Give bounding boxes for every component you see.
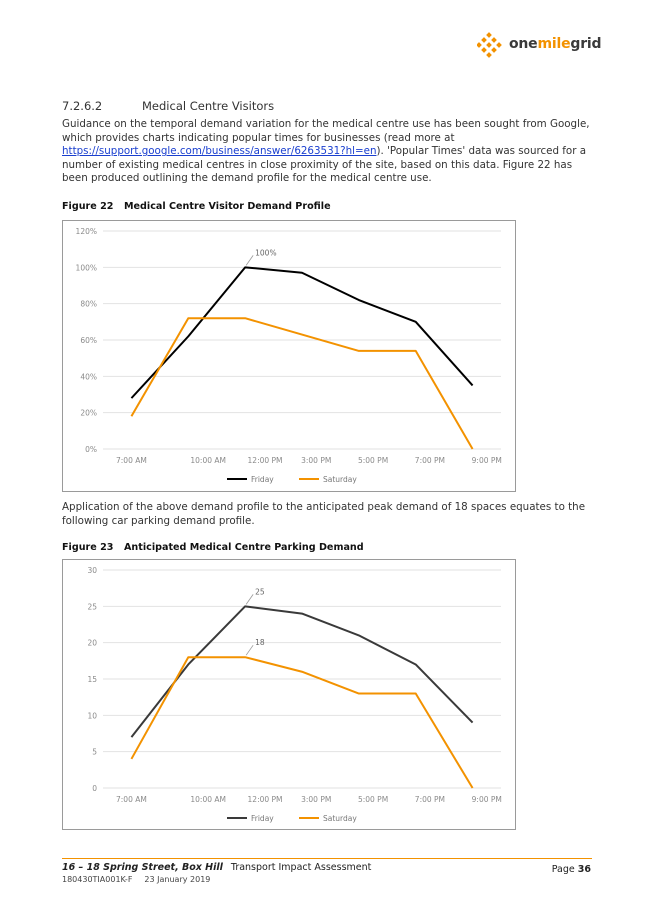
- visitor-demand-chart: [62, 220, 516, 492]
- parking-legend-label: Saturday: [323, 814, 357, 823]
- visitor-x-tick-label: 12:00 PM: [247, 456, 283, 465]
- parking-legend-label: Friday: [251, 814, 274, 823]
- logo-grid-icon: [477, 32, 505, 58]
- visitor-x-tick-label: 7:00 AM: [116, 456, 147, 465]
- parking-annotation-leader: [246, 645, 253, 655]
- parking-series-saturday-line: [131, 657, 472, 788]
- visitor-chart-svg: [63, 221, 515, 491]
- visitor-y-tick-label: 80%: [80, 299, 97, 309]
- parking-y-tick-label: 0: [92, 784, 97, 793]
- parking-annotation-leader: [246, 594, 253, 604]
- logo-wordmark: onemilegrid: [509, 36, 602, 52]
- visitor-x-tick-label: 10:00 AM: [190, 456, 226, 465]
- visitor-x-tick-label: 7:00 PM: [414, 456, 446, 465]
- parking-data-label: 25: [255, 587, 265, 597]
- visitor-series-saturday-line: [131, 318, 472, 449]
- parking-x-tick-label: 7:00 AM: [116, 795, 147, 804]
- visitor-x-tick-label: 5:00 PM: [357, 456, 389, 465]
- visitor-y-tick-label: 100%: [75, 263, 97, 273]
- visitor-y-tick-label: 60%: [80, 336, 97, 345]
- company-logo: [477, 32, 602, 58]
- google-support-link[interactable]: https://support.google.com/business/answer/6263531?hl=en: [62, 145, 377, 158]
- visitor-y-tick-label: 40%: [80, 372, 97, 382]
- section-title: Medical Centre Visitors: [142, 99, 275, 113]
- visitor-y-tick-label: 0%: [85, 445, 97, 454]
- parking-demand-chart: [62, 559, 516, 830]
- parking-data-label: 18: [255, 638, 265, 648]
- parking-x-tick-label: 9:00 PM: [471, 795, 502, 804]
- figure-23-caption: Figure 23 Anticipated Medical Centre Parking Demand: [62, 542, 364, 553]
- visitor-x-tick-label: 3:00 PM: [301, 456, 332, 465]
- parking-y-tick-label: 25: [87, 602, 97, 612]
- parking-y-tick-label: 20: [87, 638, 97, 648]
- parking-y-tick-label: 30: [87, 566, 97, 575]
- section-heading: [62, 99, 274, 113]
- visitor-x-tick-label: 9:00 PM: [471, 456, 502, 465]
- parking-x-tick-label: 10:00 AM: [190, 795, 226, 804]
- footer-reference: 180430TIA001K-F 23 January 2019: [62, 875, 211, 884]
- footer-document: Transport Impact Assessment: [230, 862, 372, 873]
- visitor-y-tick-label: 20%: [80, 408, 97, 418]
- parking-x-tick-label: 5:00 PM: [357, 795, 389, 804]
- footer-title: [62, 862, 371, 873]
- figure-22-caption: Figure 22 Medical Centre Visitor Demand Profile: [62, 201, 331, 212]
- parking-x-tick-label: 3:00 PM: [301, 795, 332, 804]
- parking-x-tick-label: 7:00 PM: [414, 795, 446, 804]
- visitor-legend-label: Saturday: [323, 475, 357, 484]
- visitor-data-label: 100%: [255, 248, 277, 258]
- footer-address: 16 – 18 Spring Street, Box Hill: [62, 862, 223, 873]
- visitor-annotation-leader: [246, 255, 253, 265]
- parking-chart-svg: [63, 560, 515, 829]
- intro-paragraph: Guidance on the temporal demand variation for the medical centre use has been sought from Google, which provides charts indicating popular times for businesses (read more at https://support.google.com/business/answer/6263531?hl=en). 'Popular Times' data was sourced for a number of existing medical centres in close proximity of the site, based on this data. Figure 22 has been produced outlining the demand profile for the medical centre use.: [62, 118, 590, 185]
- parking-y-tick-label: 10: [87, 711, 97, 721]
- parking-y-tick-label: 5: [92, 747, 97, 757]
- application-paragraph: Application of the above demand profile to the anticipated peak demand of 18 spaces equates to the following car parking demand profile.: [62, 501, 586, 527]
- parking-y-tick-label: 15: [87, 675, 97, 684]
- visitor-y-tick-label: 120%: [75, 227, 97, 236]
- visitor-series-friday-line: [131, 267, 472, 398]
- parking-x-tick-label: 12:00 PM: [247, 795, 283, 804]
- page-number: Page 36: [551, 864, 591, 875]
- footer-divider: [62, 858, 592, 859]
- visitor-legend-label: Friday: [251, 475, 274, 484]
- section-number: 7.2.6.2: [62, 99, 103, 113]
